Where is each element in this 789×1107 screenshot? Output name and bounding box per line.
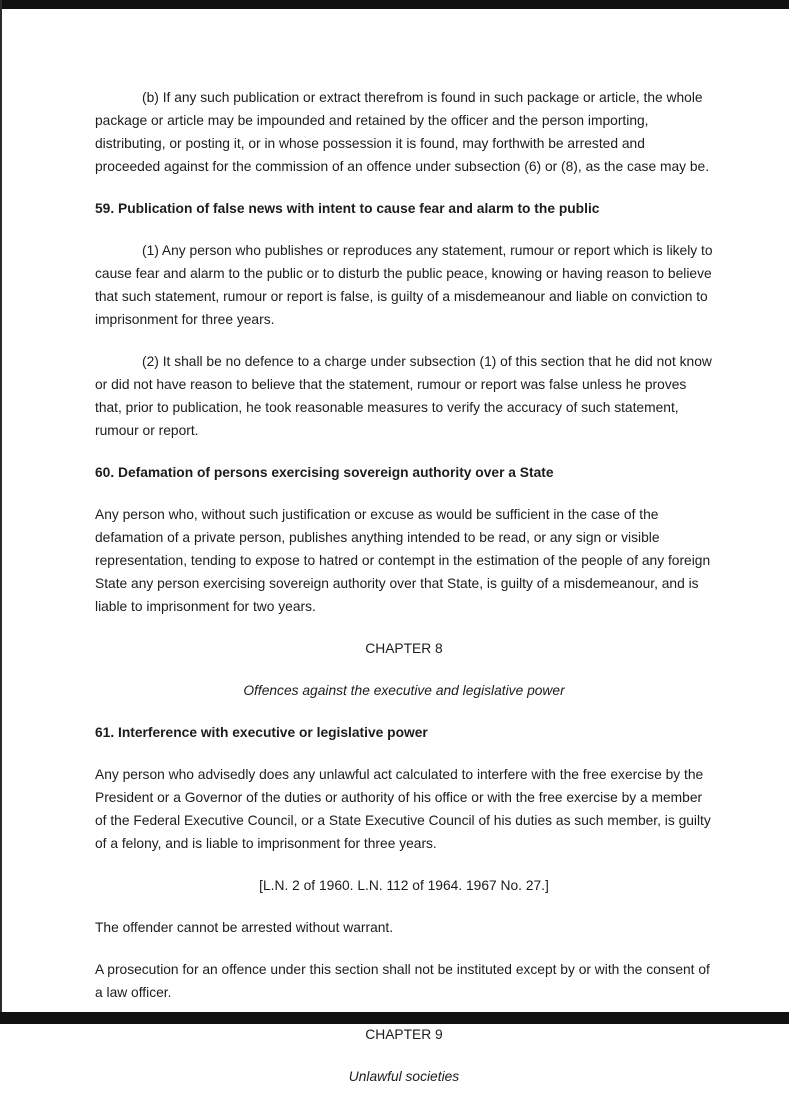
citation-61: [L.N. 2 of 1960. L.N. 112 of 1964. 1967 No. 27.] (259, 878, 549, 893)
para-59-2: (2) It shall be no defence to a charge under subsection (1) of this section that he did not know or did not have reason to believe that the statement, rumour or report was false unless he proves that, prior to publication, he took reasonable measures to verify the accuracy of such statement, rumour or report. (95, 354, 712, 438)
chapter-8-heading: CHAPTER 8 (365, 641, 443, 656)
chapter-9-subtitle: Unlawful societies (348, 1069, 460, 1084)
letterbox-top-bar (0, 0, 789, 9)
heading-section-61: 61. Interference with executive or legislative power (95, 725, 428, 740)
para-60: Any person who, without such justification or excuse as would be sufficient in the case of the defamation of a private person, publishes anything intended to be read, or any sign or visible representation, tending to expose to hatred or contempt in the estimation of the people of any foreign State any person exercising sovereign authority over that State, is guilty of a misdemeanour, and is liable to imprisonment for two years. (95, 507, 711, 614)
chapter-9-heading: CHAPTER 9 (365, 1027, 443, 1042)
para-61: Any person who advisedly does any unlawful act calculated to interfere with the free exercise by the President or a Governor of the duties or authority of his office or with the free exercise by a member of the Federal Executive Council, or a State Executive Council of his duties as such member, is guilty of a felony, and is liable to imprisonment for three years. (95, 767, 711, 851)
heading-section-60: 60. Defamation of persons exercising sovereign authority over a State (95, 465, 554, 480)
chapter-8-subtitle: Offences against the executive and legislative power (243, 683, 565, 698)
para-59-1: (1) Any person who publishes or reproduces any statement, rumour or report which is likely to cause fear and alarm to the public or to disturb the public peace, knowing or having reason to believe that such statement, rumour or report is false, is guilty of a misdemeanour and liable on conviction to imprisonment for three years. (95, 243, 713, 327)
heading-section-59: 59. Publication of false news with intent to cause fear and alarm to the public (95, 201, 600, 216)
para-58b: (b) If any such publication or extract therefrom is found in such package or article, the whole package or article may be impounded and retained by the officer and the person importing, distributing, or posting it, or in whose possession it is found, may forthwith be arrested and proceeded against for the commission of an offence under subsection (6) or (8), as the case may be. (95, 90, 710, 174)
letterbox-bottom-bar (0, 1012, 789, 1024)
document-page (95, 86, 713, 1107)
page-edge-line (0, 0, 2, 1024)
para-61-warrant: The offender cannot be arrested without warrant. (95, 920, 394, 935)
para-61-prosecution: A prosecution for an offence under this section shall not be instituted except by or with the consent of a law officer. (95, 962, 710, 1000)
